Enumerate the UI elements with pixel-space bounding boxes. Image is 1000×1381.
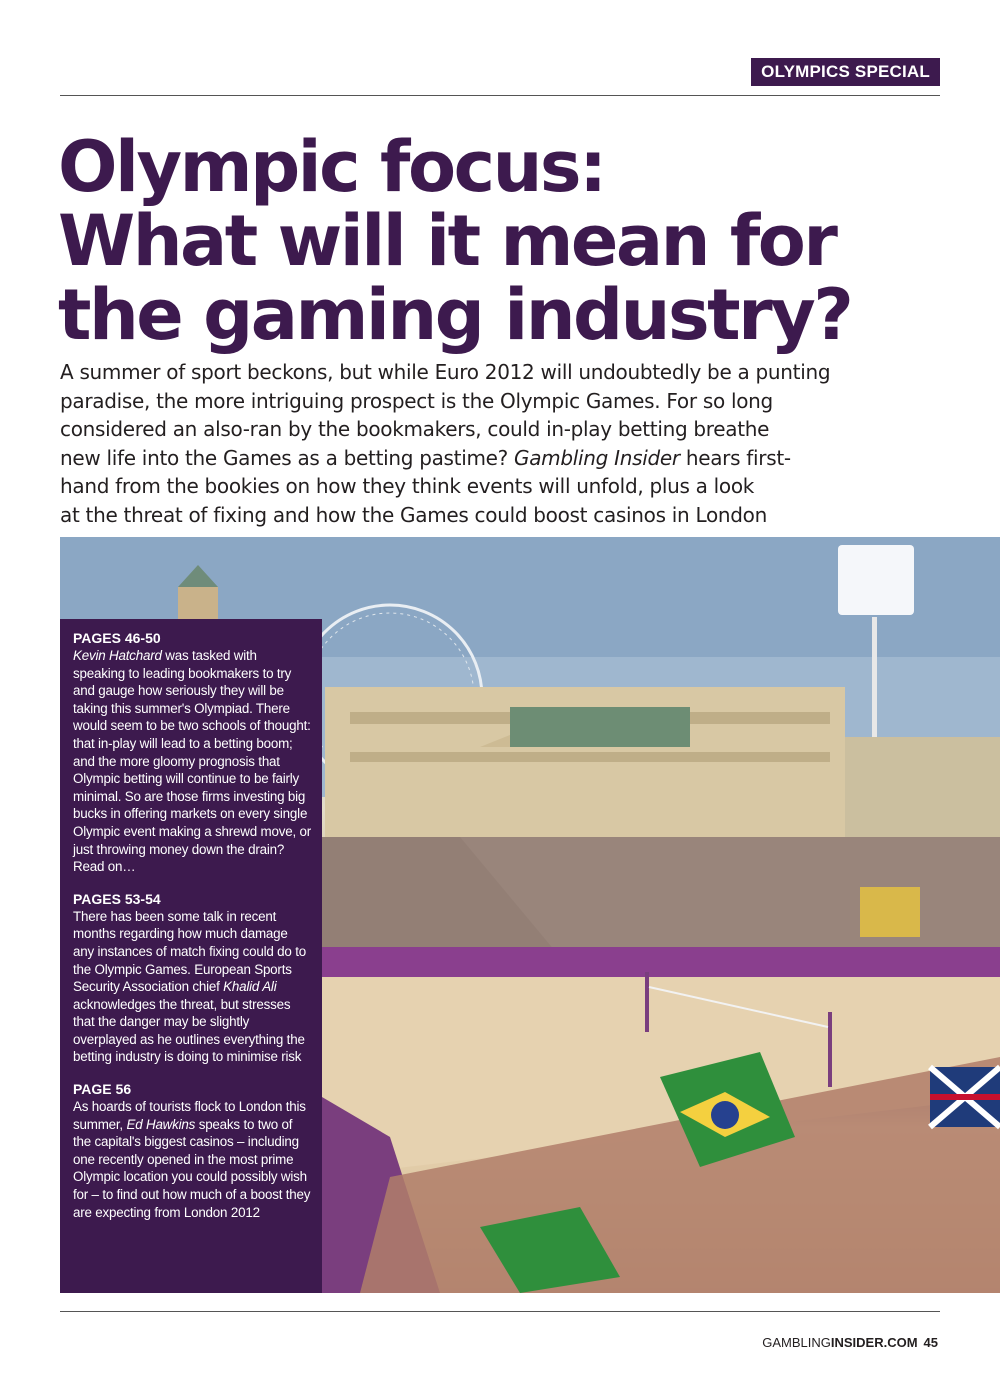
author-name: Ed Hawkins <box>126 1116 196 1132</box>
right-building <box>845 737 1000 847</box>
sidebar-section-3 <box>73 1080 312 1221</box>
sidebar-section-1 <box>73 629 312 876</box>
contents-sidebar <box>60 619 322 1293</box>
sidebar-text-3 <box>73 1098 312 1221</box>
standfirst-line-6: at the threat of fixing and how the Games could boost casinos in London <box>60 502 767 527</box>
sidebar-body: As hoards of tourists flock to London this summer, <box>73 1099 306 1132</box>
standfirst-line-5: hand from the bookies on how they think events will unfold, plus a look <box>60 474 755 499</box>
bottom-divider <box>60 1311 940 1312</box>
headline <box>58 126 958 356</box>
net-post-right <box>828 1012 832 1087</box>
sidebar-heading-2: PAGES 53-54 <box>73 890 161 907</box>
sidebar-body: acknowledges the threat, but stresses that the danger may be slightly overplayed as he outlines everything the betting industry is doing to minimise risk <box>73 996 305 1065</box>
sidebar-body: speaks to two of the capital's biggest casinos – including one recently opened in the most prime Olympic location you could possibly wish for – to find out how much of a boost they are expecting from London 2012 <box>73 1116 311 1220</box>
court-wall <box>322 947 1000 977</box>
standfirst-line-1: A summer of sport beckons, but while Euro 2012 will undoubtedly be a punting <box>60 360 831 384</box>
headline-line-2: What will it mean for <box>58 200 836 282</box>
scoreboard <box>860 887 920 937</box>
sidebar-text-1 <box>73 647 312 876</box>
publication-name: Gambling Insider <box>514 445 680 470</box>
top-divider <box>60 95 940 96</box>
sidebar-text-2 <box>73 908 312 1066</box>
footer-site-prefix: GAMBLING <box>762 1335 831 1350</box>
sidebar-section-2 <box>73 890 312 1066</box>
author-name: Kevin Hatchard <box>73 648 162 663</box>
headline-line-3: the gaming industry? <box>58 274 852 356</box>
section-badge: OLYMPICS SPECIAL <box>751 58 940 86</box>
page-number: 45 <box>923 1335 938 1350</box>
standfirst-line-2: paradise, the more intriguing prospect is the Olympic Games. For so long <box>60 388 773 413</box>
sidebar-body: There has been some talk in recent months regarding how much damage any instances of match fixing could do to the Olympic Games. European Sports Security Association chief <box>73 908 306 995</box>
green-roof <box>510 707 690 747</box>
footer-site-suffix: INSIDER.COM <box>830 1335 918 1350</box>
sidebar-body: was tasked with speaking to leading bookmakers to try and gauge how seriously they will be taking this summer's Olympiad. There would seem to be two schools of thought: that in-play will lead to a betting boom; and the more gloomy prognosis that Olympic betting will continue to be fairly minimal. So are those firms investing big bucks in offering markets on every single Olympic event making a shrewd move, or just throwing money down the drain? Read on… <box>73 648 311 875</box>
standfirst <box>60 358 910 530</box>
sidebar-heading-3: PAGE 56 <box>73 1081 132 1098</box>
sidebar-heading-1: PAGES 46-50 <box>73 630 161 646</box>
author-name: Khalid Ali <box>223 979 277 995</box>
net-post <box>645 972 649 1032</box>
standfirst-line-4-end: hears first- <box>679 445 791 470</box>
standfirst-line-4-start: new life into the Games as a betting pastime? <box>60 445 515 470</box>
standfirst-line-3: considered an also-ran by the bookmakers, could in-play betting breathe <box>60 417 770 442</box>
page-footer <box>762 1335 938 1350</box>
standfirst-line-4 <box>60 444 910 473</box>
headline-line-1: Olympic focus: <box>58 126 605 208</box>
floodlight-head <box>838 545 914 615</box>
